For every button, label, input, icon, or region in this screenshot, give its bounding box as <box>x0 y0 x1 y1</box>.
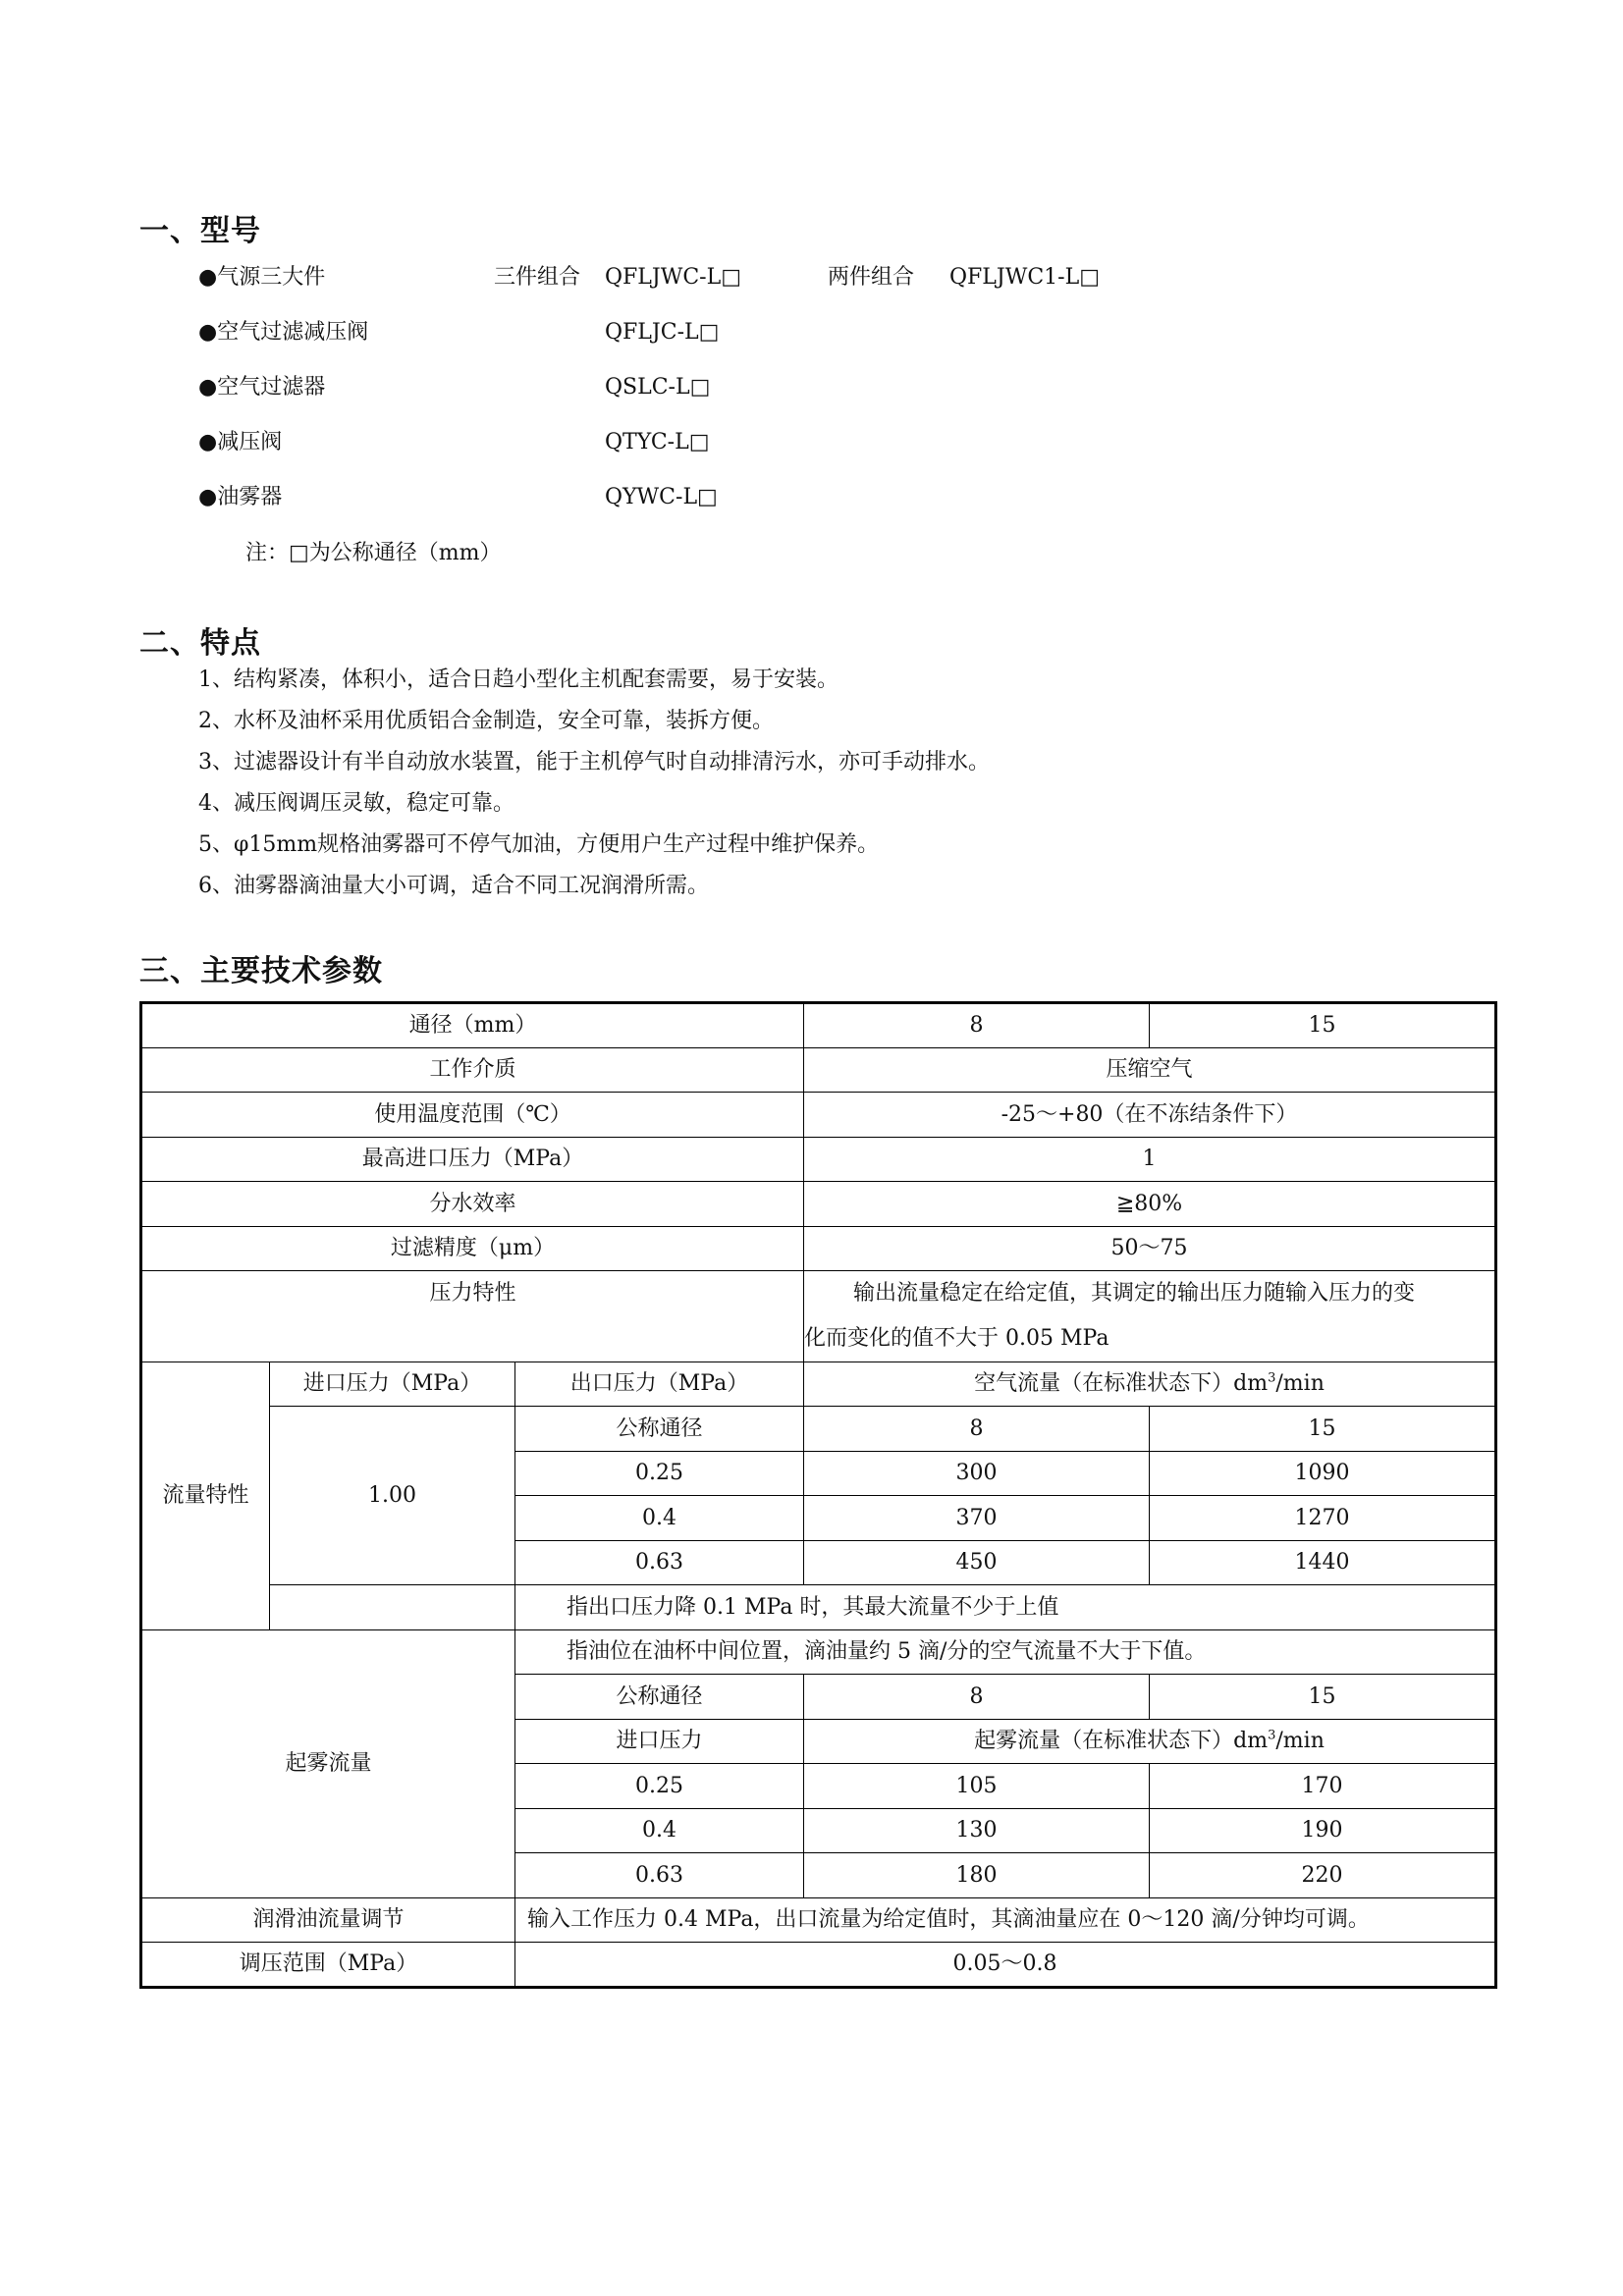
lube-value: 输入工作压力 0.4 MPa，出口流量为给定值时，其滴油量应在 0～120 滴/分钟均可调。 <box>515 1898 1496 1943</box>
table-row <box>141 1227 1496 1271</box>
mist-value-15: 170 <box>1150 1764 1496 1809</box>
section-title-models: 一、型号 <box>139 214 261 248</box>
table-row <box>141 1271 1496 1362</box>
flow-value-8: 370 <box>804 1496 1150 1541</box>
flow-pressure: 0.4 <box>515 1496 804 1541</box>
mist-pressure: 0.4 <box>515 1809 804 1853</box>
filter-label: 过滤精度（μm） <box>141 1227 804 1271</box>
flow-inlet-spacer <box>270 1585 515 1630</box>
flow-outlet-header: 出口压力（MPa） <box>515 1362 804 1407</box>
regulation-label: 调压范围（MPa） <box>141 1943 515 1988</box>
mist-value-8: 105 <box>804 1764 1150 1809</box>
mist-flow-header <box>804 1720 1496 1764</box>
table-row <box>141 1048 1496 1093</box>
temp-value: -25～+80（在不冻结条件下） <box>804 1093 1496 1138</box>
mist-pressure: 0.63 <box>515 1853 804 1898</box>
section-title-specs: 三、主要技术参数 <box>139 954 383 988</box>
bore-15: 15 <box>1150 1003 1496 1048</box>
flow-pressure: 0.63 <box>515 1541 804 1585</box>
mist-inlet-label: 进口压力 <box>515 1720 804 1764</box>
separation-label: 分水效率 <box>141 1182 804 1227</box>
table-row <box>141 1003 1496 1048</box>
mist-unit-tail: /min <box>1275 1729 1325 1754</box>
table-row <box>141 1182 1496 1227</box>
medium-value: 压缩空气 <box>804 1048 1496 1093</box>
flow-value-8: 450 <box>804 1541 1150 1585</box>
model-combo3-code: QFLJWC-L□ <box>605 265 742 290</box>
table-row <box>141 1585 1496 1630</box>
model-combo3-label: 三件组合 <box>494 265 581 290</box>
pressure-char-line1: 输出流量稳定在给定值，其调定的输出压力随输入压力的变 <box>853 1281 1416 1306</box>
pressure-char-label: 压力特性 <box>141 1271 804 1362</box>
separation-value: ≧80% <box>804 1182 1496 1227</box>
flow-unit-sup: 3 <box>1268 1371 1276 1387</box>
flow-pressure: 0.25 <box>515 1452 804 1496</box>
flow-air-header-text: 空气流量（在标准状态下）dm <box>974 1371 1269 1397</box>
feature-item: 5、φ15mm规格油雾器可不停气加油，方便用户生产过程中维护保养。 <box>198 832 880 857</box>
flow-bore-label: 公称通径 <box>515 1407 804 1452</box>
feature-item: 3、过滤器设计有半自动放水装置，能于主机停气时自动排清污水，亦可手动排水。 <box>198 750 990 774</box>
flow-bore-15: 15 <box>1150 1407 1496 1452</box>
flow-inlet-value: 1.00 <box>270 1407 515 1585</box>
flow-value-15: 1270 <box>1150 1496 1496 1541</box>
model-name-3: ●空气过滤器 <box>198 375 326 400</box>
mist-value-15: 220 <box>1150 1853 1496 1898</box>
model-code-4: QTYC-L□ <box>605 430 710 454</box>
model-name-2: ●空气过滤减压阀 <box>198 320 369 345</box>
flow-value-15: 1440 <box>1150 1541 1496 1585</box>
flow-value-15: 1090 <box>1150 1452 1496 1496</box>
feature-item: 6、油雾器滴油量大小可调，适合不同工况润滑所需。 <box>198 874 709 898</box>
mist-value-8: 180 <box>804 1853 1150 1898</box>
flow-air-header <box>804 1362 1496 1407</box>
flow-unit-tail: /min <box>1275 1371 1325 1397</box>
flow-bore-8: 8 <box>804 1407 1150 1452</box>
pressure-char-value <box>804 1271 1496 1362</box>
flow-value-8: 300 <box>804 1452 1150 1496</box>
feature-item: 2、水杯及油杯采用优质铝合金制造，安全可靠，装拆方便。 <box>198 709 774 733</box>
temp-label: 使用温度范围（℃） <box>141 1093 804 1138</box>
model-code-3: QSLC-L□ <box>605 375 711 400</box>
mist-bore-8: 8 <box>804 1675 1150 1720</box>
bore-8: 8 <box>804 1003 1150 1048</box>
table-row <box>141 1407 1496 1452</box>
spec-table <box>139 1001 1497 1989</box>
flow-label: 流量特性 <box>141 1362 270 1630</box>
flow-note: 指出口压力降 0.1 MPa 时，其最大流量不少于上值 <box>515 1585 1496 1630</box>
table-row <box>141 1362 1496 1407</box>
model-code-5: QYWC-L□ <box>605 485 718 509</box>
feature-item: 1、结构紧凑，体积小，适合日趋小型化主机配套需要，易于安装。 <box>198 667 839 692</box>
model-name-1: ●气源三大件 <box>198 265 326 290</box>
flow-inlet-header: 进口压力（MPa） <box>270 1362 515 1407</box>
pressure-char-line2: 化而变化的值不大于 0.05 MPa <box>804 1326 1109 1351</box>
mist-pressure: 0.25 <box>515 1764 804 1809</box>
mist-label: 起雾流量 <box>141 1630 515 1898</box>
models-note: 注：□为公称通径（mm） <box>245 541 502 565</box>
mist-bore-15: 15 <box>1150 1675 1496 1720</box>
lube-label: 润滑油流量调节 <box>141 1898 515 1943</box>
max-pressure-label: 最高进口压力（MPa） <box>141 1138 804 1182</box>
mist-flow-header-text: 起雾流量（在标准状态下）dm <box>974 1729 1269 1754</box>
table-row <box>141 1943 1496 1988</box>
model-name-4: ●减压阀 <box>198 430 283 454</box>
feature-item: 4、减压阀调压灵敏，稳定可靠。 <box>198 791 514 816</box>
bore-label: 通径（mm） <box>141 1003 804 1048</box>
table-row <box>141 1898 1496 1943</box>
model-combo2-label: 两件组合 <box>828 265 915 290</box>
mist-value-8: 130 <box>804 1809 1150 1853</box>
section-title-features: 二、特点 <box>139 626 261 661</box>
medium-label: 工作介质 <box>141 1048 804 1093</box>
table-row <box>141 1093 1496 1138</box>
model-code-2: QFLJC-L□ <box>605 320 720 345</box>
max-pressure-value: 1 <box>804 1138 1496 1182</box>
table-row <box>141 1630 1496 1675</box>
model-combo2-code: QFLJWC1-L□ <box>949 265 1101 290</box>
mist-unit-sup: 3 <box>1268 1729 1276 1744</box>
mist-bore-label: 公称通径 <box>515 1675 804 1720</box>
model-name-5: ●油雾器 <box>198 485 283 509</box>
mist-value-15: 190 <box>1150 1809 1496 1853</box>
filter-value: 50～75 <box>804 1227 1496 1271</box>
regulation-value: 0.05～0.8 <box>515 1943 1496 1988</box>
mist-note: 指油位在油杯中间位置，滴油量约 5 滴/分的空气流量不大于下值。 <box>515 1630 1496 1675</box>
table-row <box>141 1138 1496 1182</box>
